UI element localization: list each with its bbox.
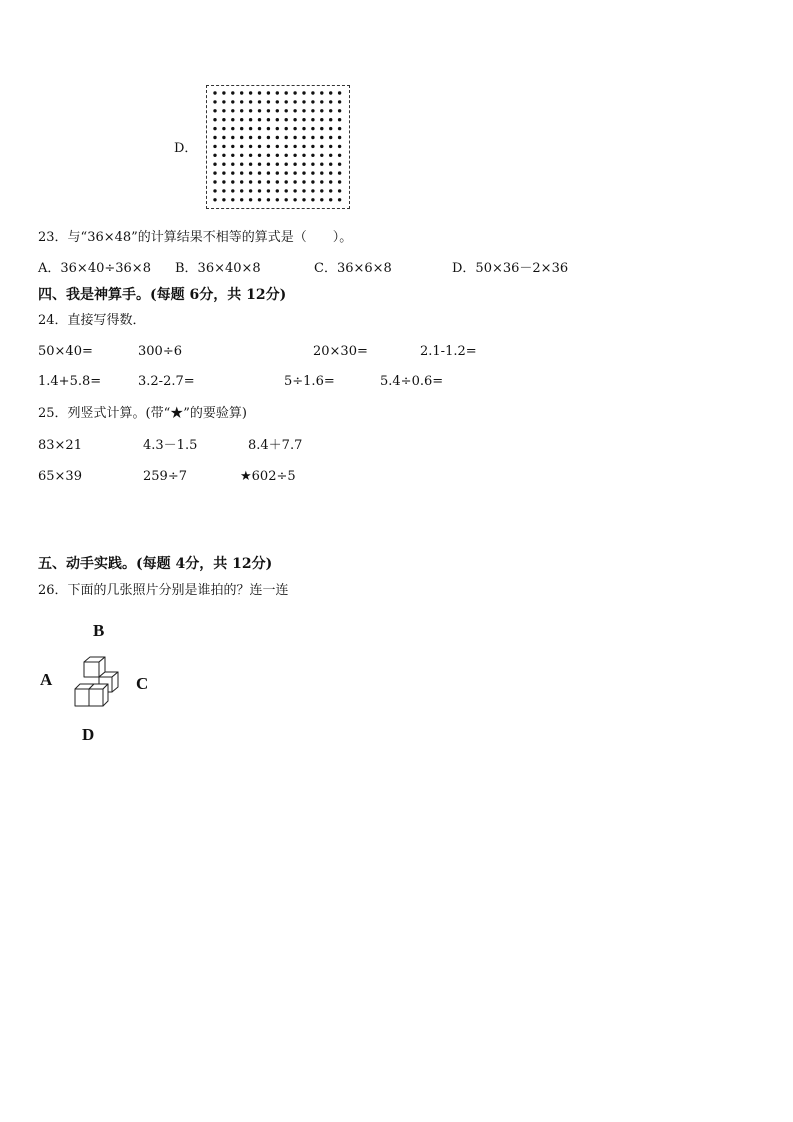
- grid-dot: [240, 180, 243, 183]
- grid-dot: [231, 180, 234, 183]
- grid-dot: [249, 127, 252, 130]
- q23-option-c: C．36×6×8: [314, 261, 392, 276]
- grid-dot: [302, 100, 305, 103]
- grid-dot: [258, 180, 261, 183]
- grid-dot: [231, 198, 234, 201]
- grid-dot: [276, 198, 279, 201]
- grid-dot: [311, 118, 314, 121]
- grid-dot: [293, 198, 296, 201]
- q25-item-starred: ★602÷5: [240, 469, 296, 484]
- grid-dot: [240, 163, 243, 166]
- q24-item: 1.4+5.8=: [38, 374, 102, 389]
- grid-dot: [302, 180, 305, 183]
- grid-dot: [302, 145, 305, 148]
- grid-dot: [222, 189, 225, 192]
- grid-dot: [213, 171, 216, 174]
- grid-dot: [285, 127, 288, 130]
- grid-dot: [285, 91, 288, 94]
- dot-grid: [207, 86, 348, 207]
- grid-dot: [338, 189, 341, 192]
- view-label-b: B: [93, 621, 105, 640]
- grid-dot: [285, 100, 288, 103]
- grid-dot: [329, 127, 332, 130]
- grid-dot: [258, 91, 261, 94]
- grid-dot: [320, 109, 323, 112]
- grid-dot: [329, 109, 332, 112]
- grid-dot: [338, 91, 341, 94]
- grid-dot: [267, 136, 270, 139]
- grid-dot: [302, 118, 305, 121]
- grid-dot: [267, 180, 270, 183]
- grid-dot: [293, 91, 296, 94]
- grid-dot: [213, 198, 216, 201]
- grid-dot: [240, 171, 243, 174]
- grid-dot: [267, 118, 270, 121]
- grid-dot: [249, 171, 252, 174]
- grid-dot: [293, 171, 296, 174]
- grid-dot: [293, 100, 296, 103]
- grid-dot: [240, 91, 243, 94]
- q24-item: 50×40=: [38, 344, 93, 359]
- grid-dot: [329, 154, 332, 157]
- grid-dot: [329, 171, 332, 174]
- q25-item: 65×39: [38, 469, 82, 484]
- grid-dot: [293, 145, 296, 148]
- grid-dot: [222, 118, 225, 121]
- grid-dot: [276, 154, 279, 157]
- view-label-a: A: [40, 670, 53, 689]
- grid-dot: [249, 100, 252, 103]
- grid-dot: [249, 189, 252, 192]
- q26-prompt: 26．下面的几张照片分别是谁拍的？连一连: [38, 583, 289, 598]
- grid-dot: [302, 127, 305, 130]
- grid-dot: [338, 198, 341, 201]
- grid-dot: [338, 180, 341, 183]
- grid-dot: [276, 171, 279, 174]
- q24-item: 5÷1.6=: [284, 374, 335, 389]
- grid-dot: [231, 100, 234, 103]
- grid-dot: [231, 118, 234, 121]
- q24-item: 3.2-2.7=: [138, 374, 195, 389]
- grid-dot: [267, 171, 270, 174]
- grid-dot: [258, 109, 261, 112]
- grid-dot: [231, 189, 234, 192]
- grid-dot: [285, 136, 288, 139]
- grid-dot: [258, 127, 261, 130]
- grid-dot: [258, 136, 261, 139]
- grid-dot: [249, 145, 252, 148]
- grid-dot: [320, 189, 323, 192]
- grid-dot: [320, 198, 323, 201]
- grid-dot: [249, 118, 252, 121]
- grid-dot: [285, 145, 288, 148]
- grid-dot: [320, 136, 323, 139]
- grid-dot: [285, 154, 288, 157]
- grid-dot: [222, 136, 225, 139]
- grid-dot: [338, 145, 341, 148]
- q24-item: 300÷6: [138, 344, 182, 359]
- grid-dot: [329, 189, 332, 192]
- q24-item: 20×30=: [313, 344, 368, 359]
- grid-dot: [231, 171, 234, 174]
- grid-dot: [320, 118, 323, 121]
- grid-dot: [276, 127, 279, 130]
- grid-dot: [231, 145, 234, 148]
- grid-dot: [285, 163, 288, 166]
- grid-dot: [231, 154, 234, 157]
- cube-stack-figure: [70, 656, 122, 712]
- grid-dot: [222, 198, 225, 201]
- grid-dot: [222, 100, 225, 103]
- grid-dot: [258, 154, 261, 157]
- grid-dot: [293, 136, 296, 139]
- q22-option-d-label: D．: [174, 141, 198, 156]
- grid-dot: [222, 145, 225, 148]
- grid-dot: [240, 109, 243, 112]
- q25-item: 4.3－1.5: [143, 438, 198, 453]
- grid-dot: [267, 100, 270, 103]
- grid-dot: [311, 109, 314, 112]
- grid-dot: [213, 127, 216, 130]
- grid-dot: [240, 136, 243, 139]
- grid-dot: [240, 118, 243, 121]
- grid-dot: [276, 91, 279, 94]
- grid-dot: [311, 171, 314, 174]
- q25-item: 8.4＋7.7: [248, 438, 303, 453]
- grid-dot: [231, 127, 234, 130]
- grid-dot: [302, 91, 305, 94]
- grid-dot: [338, 118, 341, 121]
- grid-dot: [267, 109, 270, 112]
- grid-dot: [320, 154, 323, 157]
- grid-dot: [222, 171, 225, 174]
- grid-dot: [329, 118, 332, 121]
- grid-dot: [240, 100, 243, 103]
- grid-dot: [258, 171, 261, 174]
- grid-dot: [329, 136, 332, 139]
- q24-item: 5.4÷0.6=: [380, 374, 444, 389]
- grid-dot: [285, 109, 288, 112]
- grid-dot: [302, 154, 305, 157]
- grid-dot: [311, 189, 314, 192]
- grid-dot: [213, 163, 216, 166]
- view-label-d: D: [82, 725, 95, 744]
- grid-dot: [320, 171, 323, 174]
- grid-dot: [231, 136, 234, 139]
- grid-dot: [276, 118, 279, 121]
- grid-dot: [338, 154, 341, 157]
- grid-dot: [240, 154, 243, 157]
- grid-dot: [338, 163, 341, 166]
- q25-prompt: 25．列竖式计算。(带“★”的要验算): [38, 406, 247, 421]
- grid-dot: [302, 189, 305, 192]
- grid-dot: [311, 100, 314, 103]
- grid-dot: [258, 198, 261, 201]
- q24-prompt: 24．直接写得数．: [38, 313, 146, 328]
- grid-dot: [213, 180, 216, 183]
- grid-dot: [285, 198, 288, 201]
- q23-prompt: 23．与“36×48”的计算结果不相等的算式是（ ）。: [38, 230, 353, 245]
- grid-dot: [258, 100, 261, 103]
- grid-dot: [222, 109, 225, 112]
- grid-dot: [293, 118, 296, 121]
- grid-dot: [329, 100, 332, 103]
- grid-dot: [285, 180, 288, 183]
- grid-dot: [231, 163, 234, 166]
- dot-grid-figure: [206, 85, 350, 209]
- grid-dot: [258, 145, 261, 148]
- grid-dot: [311, 180, 314, 183]
- q23-option-b: B．36×40×8: [175, 261, 261, 276]
- grid-dot: [222, 154, 225, 157]
- q24-item: 2.1-1.2=: [420, 344, 477, 359]
- grid-dot: [258, 118, 261, 121]
- grid-dot: [249, 109, 252, 112]
- grid-dot: [320, 163, 323, 166]
- grid-dot: [320, 127, 323, 130]
- grid-dot: [213, 100, 216, 103]
- grid-dot: [276, 145, 279, 148]
- view-label-c: C: [136, 674, 149, 693]
- grid-dot: [249, 198, 252, 201]
- grid-dot: [231, 91, 234, 94]
- grid-dot: [276, 136, 279, 139]
- grid-dot: [258, 189, 261, 192]
- grid-dot: [249, 154, 252, 157]
- grid-dot: [338, 136, 341, 139]
- grid-dot: [329, 91, 332, 94]
- grid-dot: [338, 109, 341, 112]
- section4-heading: 四、我是神算手。(每题 6分，共 12分): [38, 287, 287, 303]
- grid-dot: [311, 136, 314, 139]
- grid-dot: [293, 163, 296, 166]
- grid-dot: [222, 163, 225, 166]
- grid-dot: [293, 127, 296, 130]
- grid-dot: [222, 180, 225, 183]
- grid-dot: [311, 163, 314, 166]
- grid-dot: [311, 127, 314, 130]
- grid-dot: [240, 145, 243, 148]
- grid-dot: [213, 109, 216, 112]
- grid-dot: [329, 198, 332, 201]
- grid-dot: [267, 154, 270, 157]
- grid-dot: [320, 91, 323, 94]
- grid-dot: [249, 163, 252, 166]
- grid-dot: [293, 109, 296, 112]
- grid-dot: [285, 171, 288, 174]
- grid-dot: [213, 145, 216, 148]
- grid-dot: [329, 180, 332, 183]
- grid-dot: [302, 136, 305, 139]
- grid-dot: [213, 154, 216, 157]
- grid-dot: [302, 198, 305, 201]
- grid-dot: [213, 189, 216, 192]
- grid-dot: [249, 91, 252, 94]
- grid-dot: [276, 180, 279, 183]
- grid-dot: [222, 127, 225, 130]
- q25-item: 259÷7: [143, 469, 187, 484]
- grid-dot: [320, 180, 323, 183]
- section5-heading: 五、动手实践。(每题 4分，共 12分): [38, 556, 273, 572]
- grid-dot: [258, 163, 261, 166]
- grid-dot: [302, 171, 305, 174]
- grid-dot: [267, 145, 270, 148]
- grid-dot: [249, 136, 252, 139]
- grid-dot: [329, 145, 332, 148]
- q25-item: 83×21: [38, 438, 82, 453]
- grid-dot: [338, 171, 341, 174]
- grid-dot: [311, 145, 314, 148]
- grid-dot: [267, 189, 270, 192]
- grid-dot: [267, 163, 270, 166]
- grid-dot: [338, 127, 341, 130]
- grid-dot: [338, 100, 341, 103]
- grid-dot: [222, 91, 225, 94]
- grid-dot: [213, 118, 216, 121]
- grid-dot: [267, 91, 270, 94]
- grid-dot: [276, 100, 279, 103]
- grid-dot: [240, 127, 243, 130]
- grid-dot: [213, 136, 216, 139]
- grid-dot: [276, 163, 279, 166]
- grid-dot: [311, 91, 314, 94]
- grid-dot: [285, 189, 288, 192]
- q23-option-a: A．36×40÷36×8: [38, 261, 151, 276]
- grid-dot: [311, 198, 314, 201]
- grid-dot: [302, 109, 305, 112]
- grid-dot: [240, 198, 243, 201]
- grid-dot: [249, 180, 252, 183]
- grid-dot: [329, 163, 332, 166]
- grid-dot: [267, 198, 270, 201]
- grid-dot: [320, 145, 323, 148]
- grid-dot: [231, 109, 234, 112]
- grid-dot: [302, 163, 305, 166]
- grid-dot: [293, 189, 296, 192]
- grid-dot: [240, 189, 243, 192]
- grid-dot: [285, 118, 288, 121]
- grid-dot: [320, 100, 323, 103]
- q23-option-d: D．50×36－2×36: [452, 261, 569, 276]
- grid-dot: [311, 154, 314, 157]
- grid-dot: [213, 91, 216, 94]
- grid-dot: [267, 127, 270, 130]
- grid-dot: [276, 109, 279, 112]
- grid-dot: [293, 180, 296, 183]
- grid-dot: [276, 189, 279, 192]
- grid-dot: [293, 154, 296, 157]
